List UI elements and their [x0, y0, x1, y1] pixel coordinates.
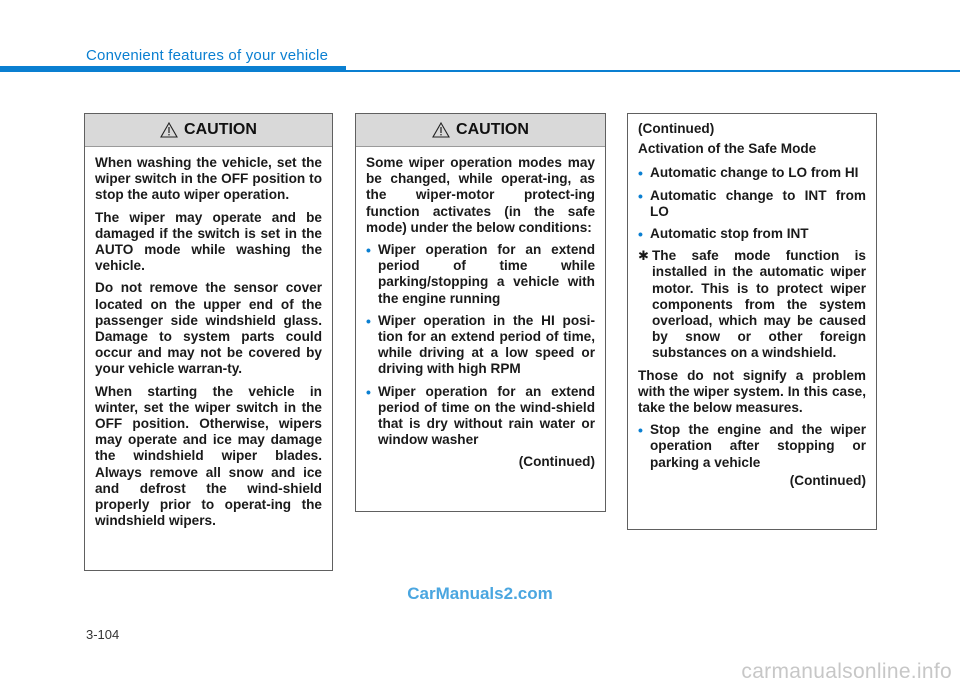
caution-paragraph: The wiper may operate and be damaged if the switch is set in the AUTO mode while washing the vehicle.	[95, 209, 322, 274]
caution-label: CAUTION	[184, 121, 257, 138]
caution-header	[85, 114, 332, 147]
list-item: • Stop the engine and the wiper operation after stopping or parking a vehicle	[638, 422, 866, 470]
continued-label: (Continued)	[518, 454, 595, 470]
bottom-watermark: carmanualsonline.info	[741, 660, 952, 683]
caution-header	[356, 114, 605, 147]
continued-label-top: (Continued)	[638, 121, 715, 136]
header-rule-thin	[346, 70, 960, 72]
caution-box-washing	[84, 113, 333, 571]
info-paragraph: Those do not signify a problem with the wiper system. In this case, take the below measures.	[638, 367, 866, 416]
caution-label: CAUTION	[456, 121, 529, 138]
note-star-icon: ✱	[638, 248, 649, 264]
list-item: • Wiper operation in the HI posi-tion for an extend period of time, while driving at a low speed or driving with high RPM	[366, 312, 595, 377]
page-number: 3-104	[86, 627, 120, 642]
watermark-text: CarManuals2.com	[407, 584, 553, 603]
condition-list	[366, 242, 595, 448]
bullet-icon: •	[366, 383, 371, 400]
bullet-icon: •	[638, 422, 643, 439]
header-rule-thick	[0, 66, 346, 72]
list-item: • Automatic stop from INT	[638, 226, 809, 243]
warning-triangle-icon	[160, 122, 178, 138]
safe-mode-note: ✱ The safe mode function is installed in the automatic wiper motor. This is to protect wiper components from the system overload, which may be caused by snow or other foreign substances on a windshield.	[638, 248, 866, 361]
bullet-icon: •	[366, 242, 371, 259]
safe-mode-subtitle: Activation of the Safe Mode	[638, 141, 817, 157]
caution-paragraph: When washing the vehicle, set the wiper switch in the OFF position to stop the auto wiper operation.	[95, 155, 322, 203]
safe-mode-list	[638, 165, 866, 242]
list-item: • Wiper operation for an extend period of time on the wind-shield that is dry without rain water or window washer	[366, 383, 595, 448]
bullet-icon: •	[638, 226, 643, 243]
bullet-icon: •	[638, 187, 643, 204]
list-item: • Automatic change to LO from HI	[638, 165, 859, 182]
caution-intro: Some wiper operation modes may be changed, while operat-ing, as the wiper-motor protect-ing function activates (in the safe mode) under the below conditions:	[366, 155, 595, 235]
bullet-icon: •	[638, 165, 643, 182]
measure-list	[638, 422, 866, 471]
section-title: Convenient features of your vehicle	[86, 47, 329, 64]
bullet-icon: •	[366, 312, 371, 329]
continued-label: (Continued)	[789, 472, 866, 488]
continued-box-safe-mode	[627, 113, 877, 530]
warning-triangle-icon	[432, 122, 450, 138]
list-item: • Automatic change to INT from LO	[638, 187, 866, 219]
caution-box-wiper-modes	[355, 113, 606, 512]
list-item: • Wiper operation for an extend period of time while parking/stopping a vehicle with the engine running	[366, 242, 595, 306]
caution-paragraph: Do not remove the sensor cover located on the upper end of the passenger side windshield glass. Damage to system parts could occur and may not be covered by your vehicle warran-ty.	[95, 280, 322, 377]
caution-paragraph: When starting the vehicle in winter, set the wiper switch in the OFF position. Otherwise, wipers may operate and ice may damage the windshield wiper blades. Always remove all snow and ice and defrost the wind-shield properly prior to operat-ing the windshield wipers.	[95, 383, 322, 529]
